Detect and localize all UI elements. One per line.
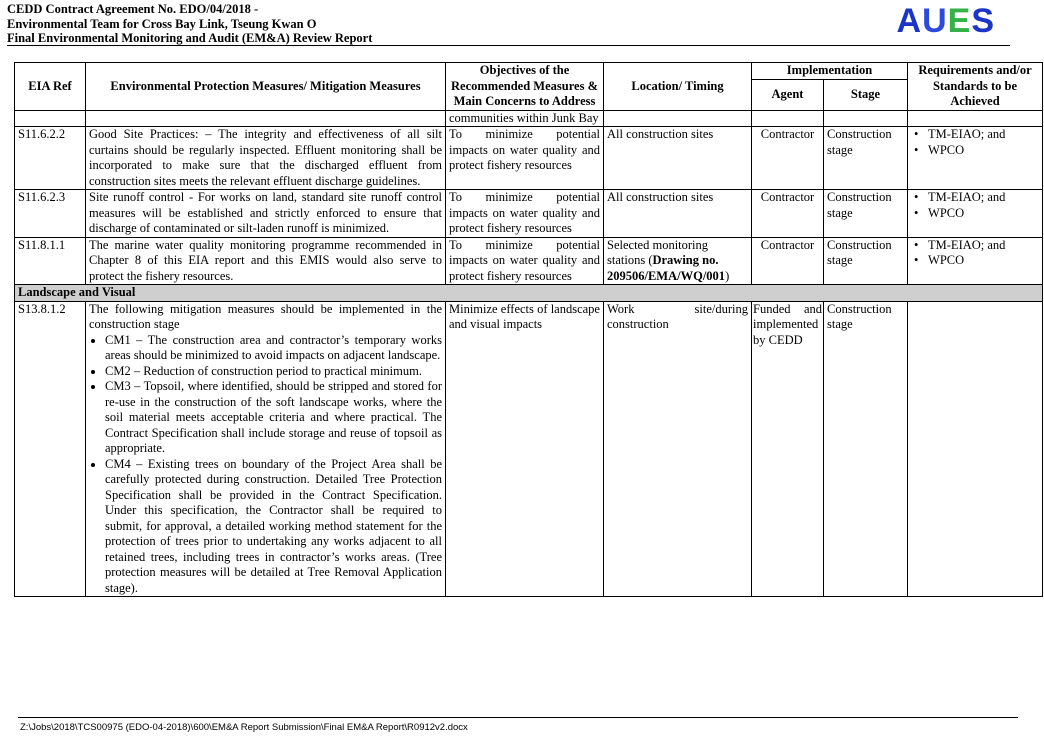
cell-requirements: [908, 301, 1043, 597]
list-item: • WPCO: [928, 253, 1039, 269]
drawing-reference: Drawing no. 209506/EMA/WQ/001: [607, 253, 726, 283]
table-row: [15, 301, 1043, 597]
cell-requirements: [908, 237, 1043, 285]
col-header-implementation: Implementation: [752, 63, 908, 80]
list-item: • TM-EIAO; and: [928, 127, 1039, 143]
cell-location: All construction sites: [604, 190, 752, 238]
cell-objective: To minimize potential impacts on water quality and protect fishery resources: [446, 190, 604, 238]
list-item: • TM-EIAO; and: [928, 190, 1039, 206]
cell-objective: To minimize potential impacts on water quality and protect fishery resources: [446, 127, 604, 190]
list-item: • TM-EIAO; and: [928, 238, 1039, 254]
logo-letter-s: S: [971, 2, 995, 40]
cell-stage: Construction stage: [824, 301, 908, 597]
table-row: [15, 190, 1043, 238]
cell-location: [604, 237, 752, 285]
table-row-continuation: [15, 110, 1043, 127]
cell-stage: Construction stage: [824, 190, 908, 238]
requirements-list: [911, 127, 1039, 158]
cell-eia-ref: S11.8.1.1: [15, 237, 86, 285]
list-item: • WPCO: [928, 206, 1039, 222]
page-header: [7, 2, 1017, 46]
cell-agent: Contractor: [752, 127, 824, 190]
list-item: • WPCO: [928, 143, 1039, 159]
cell-measure: Site runoff control - For works on land, standard site runoff control measures will be established and strictly enforced to ensure that discharge of contaminated or silt-laden runoff is minimized.: [86, 190, 446, 238]
footer-file-path: Z:\Jobs\2018\TCS00975 (EDO-04-2018)\600\EM&A Report Submission\Final EM&A Report\R0912v2.docx: [20, 722, 468, 733]
measure-intro: The following mitigation measures should be implemented in the construction stage: [89, 301, 442, 331]
cell-measure: [86, 301, 446, 597]
cell-objective: To minimize potential impacts on water quality and protect fishery resources: [446, 237, 604, 285]
cell-measure: Good Site Practices: – The integrity and effectiveness of all silt curtains should be regularly inspected. Effluent monitoring shall be incorporated to make sure that the discharged effluent from construction sites meets the relevant effluent discharge guidelines.: [86, 127, 446, 190]
cell-objective: Minimize effects of landscape and visual impacts: [446, 301, 604, 597]
col-header-location: Location/ Timing: [604, 63, 752, 111]
cell-stage: Construction stage: [824, 127, 908, 190]
table-header-row: [15, 63, 1043, 80]
cell-measure: The marine water quality monitoring programme recommended in Chapter 8 of this EIA report and this EMIS would also serve to protect the fishery resources.: [86, 237, 446, 285]
section-row: [15, 285, 1043, 302]
cell-location: All construction sites: [604, 127, 752, 190]
list-item: • CM2 – Reduction of construction period to practical minimum.: [105, 364, 442, 380]
mitigation-measures-table: [14, 62, 1043, 597]
location-text: Selected monitoring stations (: [607, 237, 709, 267]
cell-requirements: [908, 190, 1043, 238]
list-item: • CM4 – Existing trees on boundary of the Project Area shall be carefully protected during construction. Detailed Tree Protection Specification shall be provided in the Contract Specification. Under this specification, the Contractor shall be required to submit, for approval, a detailed working method statement for the protection of trees prior to undertaking any works adjacent to all retained trees, including trees in contractor’s works areas. (Tree protection measures will be detailed at Tree Removal Application stage).: [105, 457, 442, 597]
footer-divider: [18, 717, 1018, 718]
logo-letter-u: U: [922, 2, 948, 40]
cell-stage: Construction stage: [824, 237, 908, 285]
cell-agent: Contractor: [752, 237, 824, 285]
cell-eia-ref: S11.6.2.2: [15, 127, 86, 190]
col-header-objectives: Objectives of the Recommended Measures & Main Concerns to Address: [446, 63, 604, 111]
cell-eia-ref: S13.8.1.2: [15, 301, 86, 597]
header-report-line: Final Environmental Monitoring and Audit (EM&A) Review Report: [7, 31, 373, 45]
cell-agent: Funded and implemented by CEDD: [752, 301, 824, 597]
cell-requirements: [908, 127, 1043, 190]
list-item: • CM3 – Topsoil, where identified, should be stripped and stored for re-use in the construction of the soft landscape works, where the soil material meets acceptable criteria and where practical. The Contract Specification shall include storage and reuse of topsoil as appropriate.: [105, 379, 442, 457]
section-title: Landscape and Visual: [15, 285, 1043, 302]
aues-logo: [897, 2, 996, 40]
header-project-line: Environmental Team for Cross Bay Link, Tseung Kwan O: [7, 16, 317, 31]
col-header-requirements: Requirements and/or Standards to be Achieved: [908, 63, 1043, 111]
cell-location: Work site/during construction: [604, 301, 752, 597]
col-header-measures: Environmental Protection Measures/ Mitigation Measures: [86, 63, 446, 111]
col-header-eia-ref: EIA Ref: [15, 63, 86, 111]
requirements-list: [911, 238, 1039, 269]
logo-letter-e: E: [947, 2, 972, 40]
requirements-list: [911, 190, 1039, 221]
header-contract-line: CEDD Contract Agreement No. EDO/04/2018 -: [7, 2, 259, 16]
location-text-end: ): [725, 268, 730, 283]
cell-objective: communities within Junk Bay: [446, 110, 604, 127]
table-row: [15, 127, 1043, 190]
measures-list: [89, 333, 442, 597]
col-header-stage: Stage: [824, 79, 908, 110]
cell-eia-ref: S11.6.2.3: [15, 190, 86, 238]
table-row: [15, 237, 1043, 285]
cell-agent: Contractor: [752, 190, 824, 238]
col-header-agent: Agent: [752, 79, 824, 110]
logo-letter-a: A: [896, 2, 923, 40]
list-item: • CM1 – The construction area and contractor’s temporary works areas should be minimized to avoid impacts on adjacent landscape.: [105, 333, 442, 364]
header-divider: [7, 45, 1010, 46]
